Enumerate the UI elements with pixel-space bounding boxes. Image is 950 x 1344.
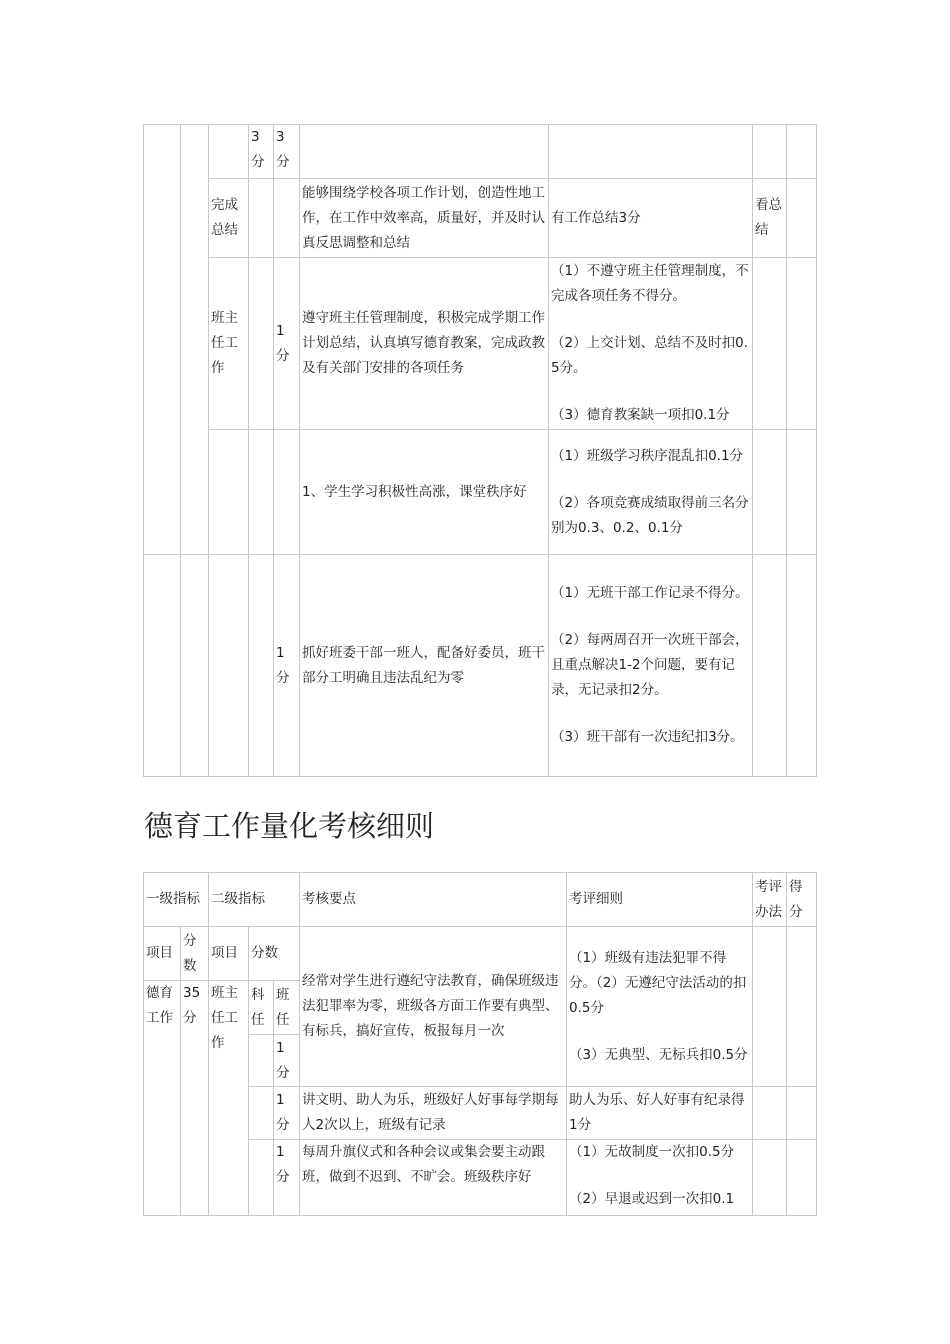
- criteria-line: （2）早退或迟到一次扣0.1: [569, 1191, 735, 1207]
- criteria-cell: [567, 1140, 753, 1216]
- point-cell: 遵守班主任管理制度，积极完成学期工作计划总结，认真填写德育教案，完成政教及有关部门安排的各项任务: [300, 258, 549, 430]
- header-level2: 二级指标: [209, 873, 300, 927]
- header-score: 得分: [787, 873, 817, 927]
- assessment-table-continued: [143, 124, 817, 777]
- point-cell: [300, 125, 549, 179]
- score-cell: 1分: [274, 258, 300, 430]
- criteria-line: （1）班级学习秩序混乱扣0.1分: [551, 447, 744, 464]
- criteria-cell: 助人为乐、好人好事有纪录得1分: [567, 1087, 753, 1140]
- criteria-line: （1）无班干部工作记录不得分。: [551, 585, 749, 601]
- score-cell: [274, 430, 300, 555]
- criteria-line: （3）无典型、无标兵扣0.5分: [569, 1046, 748, 1063]
- score-result-cell: [787, 555, 817, 777]
- score-result-cell: [787, 1140, 817, 1216]
- level2-item: 班主任工作: [209, 981, 249, 1216]
- subheader-points: 分数: [181, 927, 209, 981]
- score-cell: 1分: [274, 555, 300, 777]
- score-cell: [249, 1087, 274, 1140]
- score-cell: 3分: [249, 125, 274, 179]
- level1-cell-empty: [144, 125, 181, 555]
- score-cell: [249, 258, 274, 430]
- method-cell: [753, 430, 787, 555]
- point-cell: 每周升旗仪式和各种会议或集会要主动跟班，做到不迟到、不旷会。班级秩序好: [300, 1140, 567, 1216]
- header-method: 考评办法: [753, 873, 787, 927]
- assessment-table: [143, 872, 817, 1216]
- method-cell: [753, 927, 787, 1087]
- method-cell: [753, 1140, 787, 1216]
- point-cell: 经常对学生进行遵纪守法教育，确保班级违法犯罪率为零，班级各方面工作要有典型、有标兵，搞好宣传，板报每月一次: [300, 927, 567, 1087]
- criteria-line: （2）上交计划、总结不及时扣0.5分。: [551, 335, 748, 376]
- method-cell: [753, 258, 787, 430]
- criteria-cell: [549, 555, 753, 777]
- score-cell: [249, 430, 274, 555]
- score-cell: 1分: [274, 1087, 300, 1140]
- criteria-line: （1）无故制度一次扣0.5分: [569, 1144, 735, 1160]
- criteria-cell: [549, 430, 753, 555]
- level1-score-cell-empty: [181, 555, 209, 777]
- score-cell: [274, 179, 300, 258]
- item-cell: [209, 430, 249, 555]
- score-cell: [249, 1140, 274, 1216]
- level1-score-cell-empty: [181, 125, 209, 555]
- method-cell: [753, 555, 787, 777]
- item-cell: 完成总结: [209, 179, 249, 258]
- subheader-item: 项目: [144, 927, 181, 981]
- criteria-cell: [567, 927, 753, 1087]
- subheader-item: 项目: [209, 927, 249, 981]
- score-result-cell: [787, 258, 817, 430]
- item-cell: 班主任工作: [209, 258, 249, 430]
- criteria-line: （2）每两周召开一次班干部会，且重点解决1-2个问题，要有记录，无记录扣2分。: [551, 632, 749, 698]
- score-result-cell: [787, 179, 817, 258]
- score-result-cell: [787, 430, 817, 555]
- criteria-line: （1）不遵守班主任管理制度，不完成各项任务不得分。: [551, 263, 749, 304]
- teacher-head: 班任: [274, 981, 300, 1035]
- method-cell: [753, 125, 787, 179]
- criteria-line: （3）德育教案缺一项扣0.1分: [551, 407, 730, 423]
- method-cell: 看总结: [753, 179, 787, 258]
- score-cell: 1分: [274, 1140, 300, 1216]
- page-title: 德育工作量化考核细则: [144, 809, 435, 843]
- criteria-line: （1）班级有违法犯罪不得分。（2）无遵纪守法活动的扣0.5分: [569, 949, 747, 1016]
- item-cell: [209, 555, 249, 777]
- level1-item: 德育工作: [144, 981, 181, 1216]
- score-cell: 1分: [274, 1035, 300, 1087]
- teacher-subject: 科任: [249, 981, 274, 1035]
- subheader-points: 分数: [249, 927, 300, 981]
- score-cell: [249, 1035, 274, 1087]
- point-cell: 1、学生学习积极性高涨，课堂秩序好: [300, 430, 549, 555]
- header-criteria: 考评细则: [567, 873, 753, 927]
- score-result-cell: [787, 1087, 817, 1140]
- level1-score: 35分: [181, 981, 209, 1216]
- header-point: 考核要点: [300, 873, 567, 927]
- score-result-cell: [787, 125, 817, 179]
- point-cell: 能够围绕学校各项工作计划，创造性地工作，在工作中效率高，质量好，并及时认真反思调整和总结: [300, 179, 549, 258]
- criteria-cell: [549, 125, 753, 179]
- score-result-cell: [787, 927, 817, 1087]
- score-cell: [249, 179, 274, 258]
- method-cell: [753, 1087, 787, 1140]
- level1-cell-empty: [144, 555, 181, 777]
- criteria-line: （3）班干部有一次违纪扣3分。: [551, 729, 744, 745]
- point-cell: 抓好班委干部一班人，配备好委员，班干部分工明确且违法乱纪为零: [300, 555, 549, 777]
- criteria-cell: 有工作总结3分: [549, 179, 753, 258]
- point-cell: 讲文明、助人为乐，班级好人好事每学期每人2次以上，班级有记录: [300, 1087, 567, 1140]
- criteria-line: （2）各项竞赛成绩取得前三名分别为0.3、0.2、0.1分: [551, 494, 749, 536]
- criteria-cell: [549, 258, 753, 430]
- score-cell: [249, 555, 274, 777]
- item-cell: [209, 125, 249, 179]
- header-level1: 一级指标: [144, 873, 209, 927]
- score-cell: 3分: [274, 125, 300, 179]
